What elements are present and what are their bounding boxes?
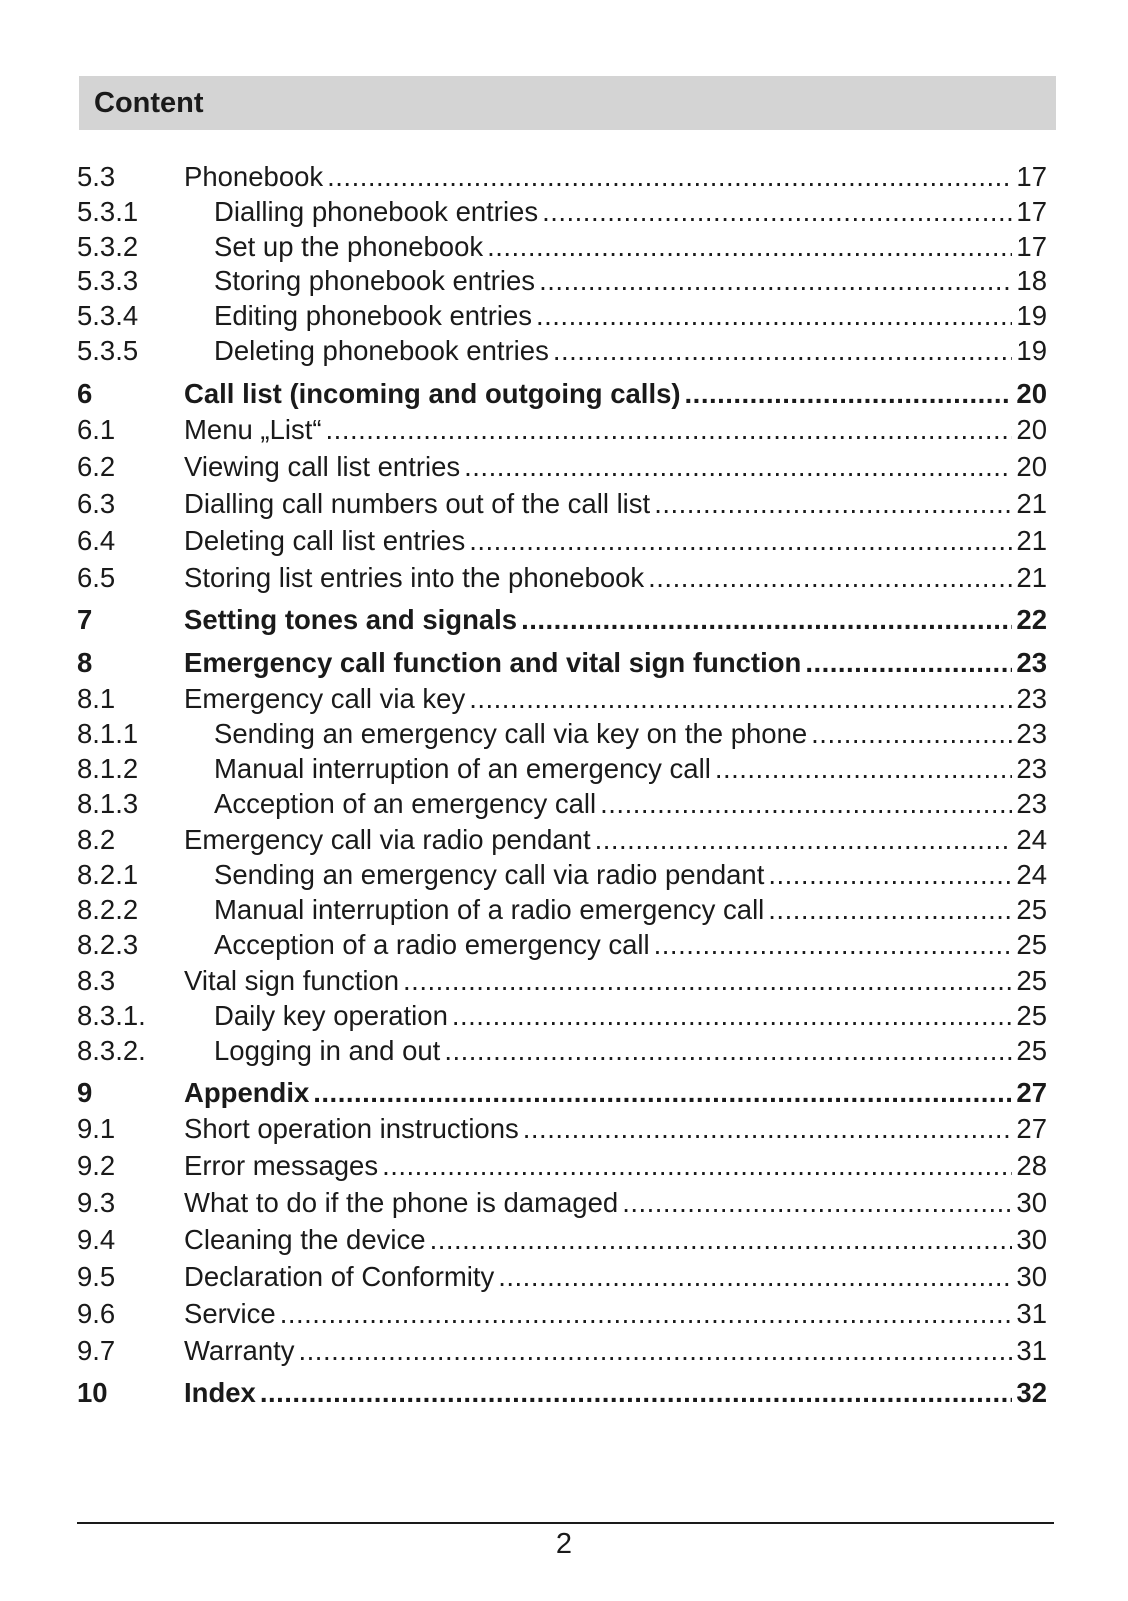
toc-entry-title: Phonebook — [184, 161, 324, 192]
toc-entry-number: 9.7 — [77, 1335, 116, 1366]
toc-entry-title: Appendix — [184, 1077, 310, 1108]
toc-entry-line — [184, 1296, 1047, 1332]
toc-entry[interactable] — [77, 786, 1047, 822]
toc-entry[interactable] — [77, 1148, 1047, 1184]
dot-leader — [327, 159, 1012, 195]
dot-leader — [469, 681, 1012, 717]
toc-entry-number: 5.3.4 — [77, 300, 139, 331]
toc-entry[interactable] — [77, 751, 1047, 787]
toc-entry-line — [214, 786, 1047, 822]
toc-entry-page: 17 — [1016, 231, 1047, 262]
toc-entry[interactable] — [77, 560, 1047, 596]
toc-entry-title: Menu „List“ — [184, 414, 322, 445]
toc-entry-page: 23 — [1016, 683, 1047, 714]
toc-entry[interactable] — [77, 857, 1047, 893]
toc-entry-number: 8.1.1 — [77, 718, 139, 749]
dot-leader — [523, 1111, 1013, 1147]
toc-entry-number: 6.4 — [77, 525, 116, 556]
toc-entry-page: 21 — [1016, 488, 1047, 519]
toc-entry-page: 32 — [1016, 1377, 1047, 1408]
toc-entry-title: What to do if the phone is damaged — [184, 1187, 619, 1218]
toc-entry-line — [184, 376, 1047, 412]
toc-entry-line — [214, 927, 1047, 963]
toc-entry-number: 9.1 — [77, 1113, 116, 1144]
toc-entry-title: Error messages — [184, 1150, 379, 1181]
toc-entry-title: Deleting call list entries — [184, 525, 466, 556]
toc-entry-page: 17 — [1016, 161, 1047, 192]
toc-entry-line — [184, 412, 1047, 448]
toc-entry[interactable] — [77, 449, 1047, 485]
toc-entry-title: Index — [184, 1377, 256, 1408]
toc-entry-number: 5.3.3 — [77, 265, 139, 296]
dot-leader — [452, 998, 1013, 1034]
dot-leader — [498, 1259, 1012, 1295]
toc-entry-number: 5.3.5 — [77, 335, 139, 366]
toc-entry-page: 19 — [1016, 335, 1047, 366]
toc-entry-title: Declaration of Conformity — [184, 1261, 495, 1292]
page-title: Content — [94, 87, 204, 119]
toc-entry-title: Deleting phonebook entries — [214, 335, 549, 366]
toc-entry-page: 21 — [1016, 562, 1047, 593]
dot-leader — [444, 1033, 1012, 1069]
toc-entry-page: 25 — [1016, 929, 1047, 960]
toc-entry[interactable] — [77, 333, 1047, 369]
toc-entry-page: 25 — [1016, 1035, 1047, 1066]
toc-entry-number: 8.1.3 — [77, 788, 139, 819]
toc-entry-title: Storing phonebook entries — [214, 265, 536, 296]
toc-entry-page: 17 — [1016, 196, 1047, 227]
toc-entry[interactable] — [77, 298, 1047, 334]
toc-entry-line — [184, 1111, 1047, 1147]
footer-divider — [77, 1522, 1054, 1524]
toc-entry-title: Viewing call list entries — [184, 451, 461, 482]
toc-entry[interactable] — [77, 1296, 1047, 1332]
toc-entry-number: 6.5 — [77, 562, 116, 593]
toc-entry-title: Warranty — [184, 1335, 295, 1366]
toc-entry-title: Logging in and out — [214, 1035, 441, 1066]
toc-entry-page: 25 — [1016, 1000, 1047, 1031]
dot-leader — [464, 449, 1012, 485]
toc-entry-line — [184, 602, 1047, 638]
toc-entry[interactable] — [77, 963, 1047, 999]
toc-entry-title: Dialling phonebook entries — [214, 196, 539, 227]
toc-entry-line — [214, 998, 1047, 1034]
toc-entry-number: 9.5 — [77, 1261, 116, 1292]
toc-entry-number: 6 — [77, 378, 93, 409]
dot-leader — [600, 786, 1012, 822]
toc-entry[interactable] — [77, 376, 1047, 412]
toc-entry-title: Emergency call via key — [184, 683, 466, 714]
toc-entry-page: 23 — [1016, 647, 1047, 678]
dot-leader — [553, 333, 1013, 369]
toc-entry-number: 9.2 — [77, 1150, 116, 1181]
toc-entry-page: 23 — [1016, 753, 1047, 784]
toc-entry-page: 20 — [1016, 451, 1047, 482]
toc-entry-page: 30 — [1016, 1187, 1047, 1218]
toc-entry-line — [214, 229, 1047, 265]
dot-leader — [648, 560, 1012, 596]
toc-entry-title: Sending an emergency call via key on the phone — [214, 718, 808, 749]
toc-entry-number: 5.3 — [77, 161, 116, 192]
dot-leader — [299, 1333, 1013, 1369]
dot-leader — [768, 857, 1012, 893]
toc-entry-line — [214, 1033, 1047, 1069]
toc-entry-page: 28 — [1016, 1150, 1047, 1181]
toc-entry-line — [184, 159, 1047, 195]
dot-leader — [654, 486, 1012, 522]
toc-entry[interactable] — [77, 412, 1047, 448]
toc-entry-title: Manual interruption of a radio emergency call — [214, 894, 765, 925]
toc-entry-number: 8.1.2 — [77, 753, 139, 784]
toc-entry[interactable] — [77, 229, 1047, 265]
toc-entry-page: 23 — [1016, 788, 1047, 819]
toc-entry-title: Acception of a radio emergency call — [214, 929, 650, 960]
toc-entry[interactable] — [77, 1222, 1047, 1258]
toc-entry-line — [214, 298, 1047, 334]
toc-entry[interactable] — [77, 1259, 1047, 1295]
toc-entry[interactable] — [77, 263, 1047, 299]
toc-entry[interactable] — [77, 681, 1047, 717]
toc-entry-title: Sending an emergency call via radio pendant — [214, 859, 765, 890]
dot-leader — [685, 376, 1013, 412]
toc-entry-title: Daily key operation — [214, 1000, 448, 1031]
dot-leader — [595, 822, 1013, 858]
toc-entry-number: 6.2 — [77, 451, 116, 482]
dot-leader — [487, 229, 1012, 265]
toc-entry-line — [184, 1375, 1047, 1411]
dot-leader — [469, 523, 1012, 559]
toc-entry-number: 8.3.2. — [77, 1035, 146, 1066]
dot-leader — [715, 751, 1013, 787]
toc-entry-page: 31 — [1016, 1298, 1047, 1329]
dot-leader — [260, 1375, 1013, 1411]
dot-leader — [539, 263, 1012, 299]
toc-entry-number: 8.3.1. — [77, 1000, 146, 1031]
toc-entry-line — [184, 1075, 1047, 1111]
toc-entry[interactable] — [77, 822, 1047, 858]
toc-entry-page: 20 — [1016, 414, 1047, 445]
toc-entry-number: 8 — [77, 647, 93, 678]
toc-entry-line — [184, 1333, 1047, 1369]
dot-leader — [403, 963, 1012, 999]
toc-entry-number: 8.2.2 — [77, 894, 139, 925]
toc-entry-number: 5.3.1 — [77, 196, 139, 227]
toc-entry-page: 24 — [1016, 824, 1047, 855]
toc-entry-number: 10 — [77, 1377, 108, 1408]
toc-entry-line — [214, 716, 1047, 752]
toc-entry-page: 25 — [1016, 965, 1047, 996]
toc-entry[interactable] — [77, 1111, 1047, 1147]
dot-leader — [280, 1296, 1013, 1332]
toc-entry-line — [184, 486, 1047, 522]
toc-entry-title: Setting tones and signals — [184, 604, 518, 635]
toc-entry-line — [184, 449, 1047, 485]
page-number: 2 — [555, 1528, 573, 1560]
toc-entry-title: Set up the phonebook — [214, 231, 484, 262]
dot-leader — [542, 194, 1012, 230]
toc-entry-line — [184, 963, 1047, 999]
dot-leader — [536, 298, 1012, 334]
toc-entry[interactable] — [77, 1185, 1047, 1221]
toc-entry-number: 6.3 — [77, 488, 116, 519]
toc-entry-page: 27 — [1016, 1113, 1047, 1144]
toc-entry-line — [184, 1259, 1047, 1295]
toc-entry-line — [184, 1148, 1047, 1184]
toc-entry-line — [184, 822, 1047, 858]
toc-entry-number: 8.2.1 — [77, 859, 139, 890]
toc-entry[interactable] — [77, 998, 1047, 1034]
toc-entry-page: 21 — [1016, 525, 1047, 556]
toc-entry-number: 8.1 — [77, 683, 116, 714]
toc-entry-line — [184, 681, 1047, 717]
toc-entry-title: Acception of an emergency call — [214, 788, 597, 819]
toc-entry-page: 23 — [1016, 718, 1047, 749]
dot-leader — [521, 602, 1012, 638]
toc-entry-page: 24 — [1016, 859, 1047, 890]
toc-entry-title: Emergency call function and vital sign function — [184, 647, 802, 678]
toc-entry-line — [214, 263, 1047, 299]
toc-entry[interactable] — [77, 645, 1047, 681]
toc-entry-line — [214, 892, 1047, 928]
toc-entry-page: 22 — [1016, 604, 1047, 635]
toc-entry-number: 9.6 — [77, 1298, 116, 1329]
toc-entry-number: 7 — [77, 604, 93, 635]
toc-entry-number: 6.1 — [77, 414, 116, 445]
toc-entry-page: 30 — [1016, 1224, 1047, 1255]
toc-entry-line — [184, 523, 1047, 559]
toc-entry-line — [184, 645, 1047, 681]
toc-entry-page: 20 — [1016, 378, 1047, 409]
toc-entry-line — [214, 751, 1047, 787]
toc-entry-title: Short operation instructions — [184, 1113, 519, 1144]
toc-entry[interactable] — [77, 1033, 1047, 1069]
toc-entry-title: Emergency call via radio pendant — [184, 824, 591, 855]
dot-leader — [382, 1148, 1012, 1184]
toc-entry-number: 8.3 — [77, 965, 116, 996]
toc-entry-title: Manual interruption of an emergency call — [214, 753, 711, 784]
toc-entry-title: Service — [184, 1298, 276, 1329]
content-header-bar — [79, 76, 1056, 130]
dot-leader — [326, 412, 1013, 448]
toc-entry[interactable] — [77, 194, 1047, 230]
toc-entry-title: Call list (incoming and outgoing calls) — [184, 378, 681, 409]
toc-entry-number: 9.3 — [77, 1187, 116, 1218]
toc-entry-page: 27 — [1016, 1077, 1047, 1108]
toc-entry[interactable] — [77, 1333, 1047, 1369]
toc-entry[interactable] — [77, 892, 1047, 928]
dot-leader — [654, 927, 1013, 963]
toc-entry[interactable] — [77, 1375, 1047, 1411]
toc-entry[interactable] — [77, 1075, 1047, 1111]
toc-entry-number: 8.2.3 — [77, 929, 139, 960]
toc-entry-line — [184, 1222, 1047, 1258]
toc-entry-title: Vital sign function — [184, 965, 400, 996]
toc-entry[interactable] — [77, 159, 1047, 195]
toc-entry-line — [214, 333, 1047, 369]
toc-entry-number: 8.2 — [77, 824, 116, 855]
toc-entry-page: 25 — [1016, 894, 1047, 925]
dot-leader — [811, 716, 1012, 752]
dot-leader — [805, 645, 1012, 681]
toc-entry[interactable] — [77, 602, 1047, 638]
toc-entry-title: Editing phonebook entries — [214, 300, 533, 331]
toc-entry[interactable] — [77, 523, 1047, 559]
toc-entry-line — [184, 560, 1047, 596]
toc-entry-line — [184, 1185, 1047, 1221]
toc-entry-title: Dialling call numbers out of the call list — [184, 488, 651, 519]
toc-entry-page: 30 — [1016, 1261, 1047, 1292]
dot-leader — [622, 1185, 1012, 1221]
toc-entry-page: 18 — [1016, 265, 1047, 296]
toc-entry-page: 19 — [1016, 300, 1047, 331]
toc-entry-page: 31 — [1016, 1335, 1047, 1366]
toc-entry-title: Storing list entries into the phonebook — [184, 562, 645, 593]
toc-entry-line — [214, 194, 1047, 230]
toc-entry-number: 5.3.2 — [77, 231, 139, 262]
toc-entry-line — [214, 857, 1047, 893]
dot-leader — [768, 892, 1012, 928]
dot-leader — [430, 1222, 1013, 1258]
toc-entry-number: 9.4 — [77, 1224, 116, 1255]
toc-entry-number: 9 — [77, 1077, 93, 1108]
toc-entry[interactable] — [77, 716, 1047, 752]
toc-entry[interactable] — [77, 927, 1047, 963]
toc-entry[interactable] — [77, 486, 1047, 522]
dot-leader — [313, 1075, 1012, 1111]
toc-entry-title: Cleaning the device — [184, 1224, 426, 1255]
